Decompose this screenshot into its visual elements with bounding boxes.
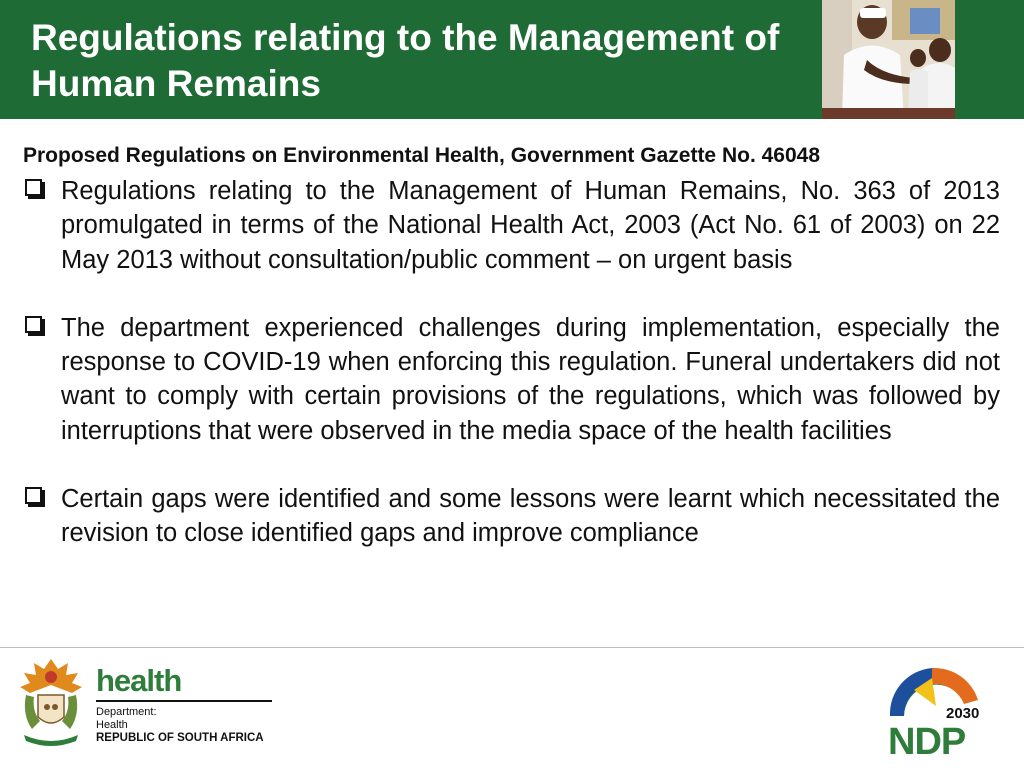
ndp-text: NDP: [888, 721, 966, 760]
coat-of-arms-icon: [14, 655, 88, 750]
checkbox-bullet-icon: [25, 179, 42, 196]
bullet-item: [23, 482, 1000, 551]
bullet-text: Certain gaps were identified and some lessons were learnt which necessitated the revision to close identified gaps and improve compliance: [61, 485, 1000, 548]
checkbox-bullet-icon: [25, 316, 42, 333]
ndp-2030-logo: [874, 660, 990, 760]
slide-subtitle: Proposed Regulations on Environmental Health, Government Gazette No. 46048: [23, 144, 821, 167]
country-name: REPUBLIC OF SOUTH AFRICA: [96, 732, 264, 744]
checkbox-bullet-icon: [25, 487, 42, 504]
ndp-year: 2030: [946, 705, 980, 722]
bullet-text: The department experienced challenges during implementation, especially the response to COVID-19 when enforcing this regulation. Funeral undertakers did not want to comply with certain provisions of the regulations, which was followed by interruptions that were observed in the media space of the health facilities: [61, 313, 1000, 445]
health-wordmark: health: [96, 663, 182, 698]
department-name: Health: [96, 719, 128, 731]
slide-header: [0, 0, 1024, 119]
footer-divider: [0, 647, 1024, 648]
slide-content: [23, 142, 1000, 551]
bullet-item: [23, 174, 1000, 277]
header-photo: [822, 0, 955, 119]
bullet-text: Regulations relating to the Management of Human Remains, No. 363 of 2013 promulgated in terms of the National Health Act, 2003 (Act No. 61 of 2003) on 22 May 2013 without consultation/public comment – on urgent basis: [61, 177, 1000, 274]
health-logo-rule: [96, 700, 272, 702]
department-label: Department:: [96, 706, 157, 718]
slide-title: Regulations relating to the Management of Human Remains: [31, 17, 780, 104]
bullet-item: [23, 311, 1000, 448]
photo-image: [822, 0, 955, 119]
health-department-logo: [96, 664, 276, 745]
